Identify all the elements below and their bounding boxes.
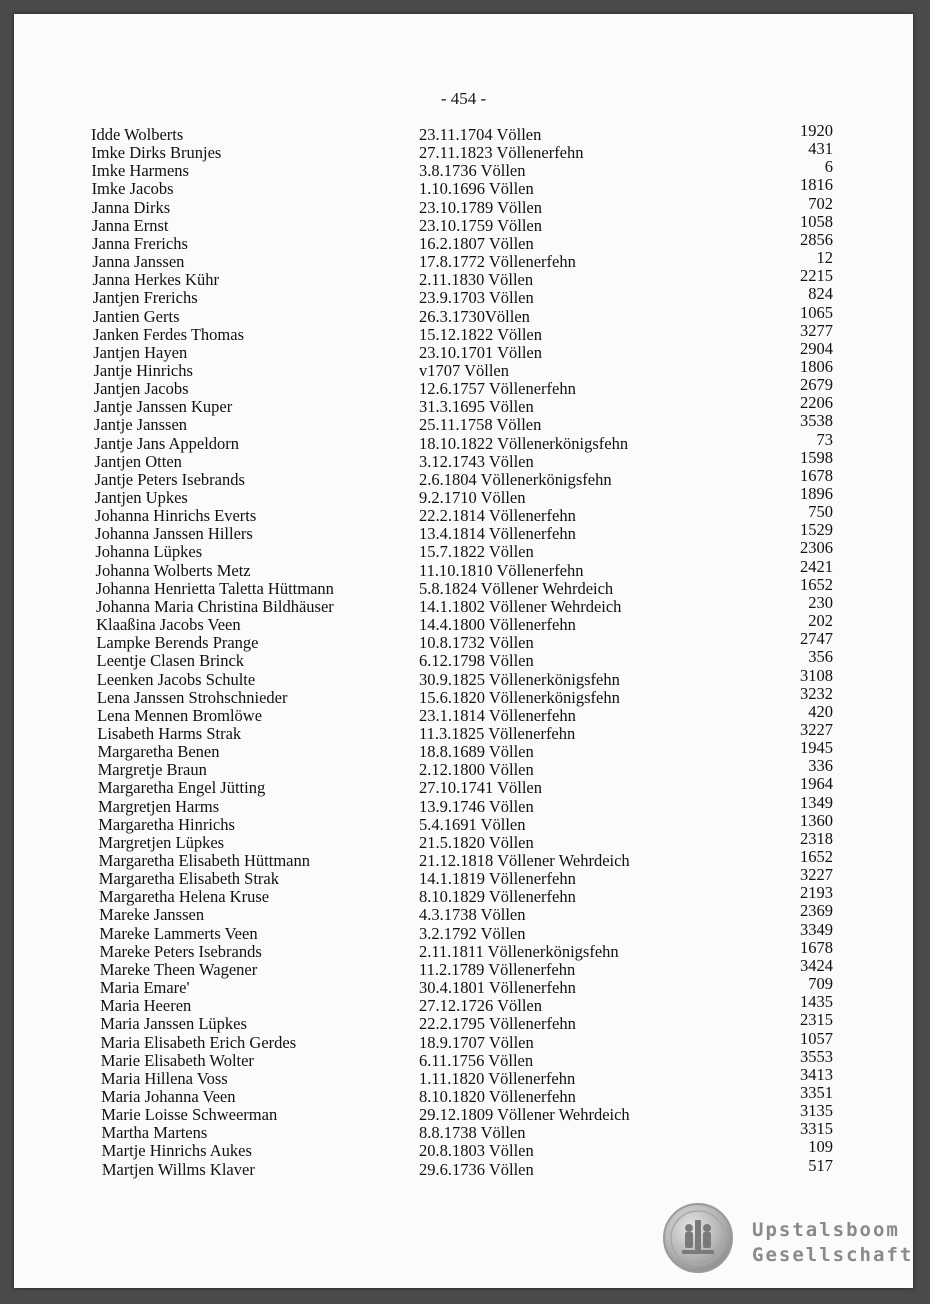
entry-name: Janna Dirks [91, 197, 171, 217]
entry-number: 336 [808, 756, 833, 776]
entry-number: 3424 [800, 955, 833, 975]
entry-row [14, 647, 913, 671]
entry-name: Johanna Wolberts Metz [95, 560, 251, 580]
entry-name: Johanna Janssen Hillers [95, 524, 253, 544]
entry-row [14, 665, 913, 689]
entry-date-place: 30.9.1825 Völlenerkönigsfehn [419, 669, 620, 689]
entry-number: 3349 [800, 919, 833, 939]
entry-row [14, 1082, 913, 1106]
entry-name: Imke Dirks Brunjes [91, 143, 222, 163]
entry-number: 2306 [800, 538, 833, 558]
entry-date-place: 5.8.1824 Völlener Wehrdeich [419, 578, 614, 598]
entry-name: Margaretha Elisabeth Hüttmann [98, 851, 310, 870]
entry-name: Jantjen Hayen [93, 342, 188, 362]
entry-date-place: 12.6.1757 Völlenerfehn [419, 379, 576, 399]
entry-number: 431 [808, 139, 833, 159]
entry-date-place: 5.4.1691 Völlen [419, 814, 526, 834]
entry-name: Mareke Lammerts Veen [99, 923, 258, 943]
entry-row [14, 1028, 913, 1052]
entry-name: Lena Janssen Strohschnieder [96, 687, 288, 707]
entry-date-place: 11.3.1825 Völlenerfehn [419, 723, 576, 743]
entry-date-place: 13.4.1814 Völlenerfehn [419, 524, 576, 544]
entry-number: 2747 [800, 629, 833, 649]
entry-date-place: 23.10.1701 Völlen [419, 342, 542, 362]
entry-date-place: 1.11.1820 Völlenerfehn [419, 1068, 576, 1088]
entry-number: 2369 [800, 901, 833, 921]
entry-number: 1816 [800, 175, 833, 195]
entry-date-place: 8.10.1820 Völlenerfehn [419, 1086, 576, 1106]
entry-date-place: 29.6.1736 Völlen [419, 1159, 534, 1179]
entry-date-place: 3.8.1736 Völlen [419, 161, 526, 181]
entry-name: Margaretha Benen [97, 742, 220, 762]
entry-date-place: 14.4.1800 Völlenerfehn [419, 615, 576, 635]
entry-date-place: 2.6.1804 Völlenerkönigsfehn [419, 469, 612, 489]
entry-row [14, 574, 913, 598]
entry-number: 2193 [800, 883, 833, 903]
entry-date-place: 15.6.1820 Völlenerkönigsfehn [419, 687, 620, 707]
entry-name: Johanna Henrietta Taletta Hüttmann [95, 578, 334, 598]
entry-number: 3413 [800, 1064, 833, 1084]
entry-number: 1065 [800, 302, 833, 322]
entry-name: Margretjen Harms [98, 796, 220, 816]
entry-date-place: 17.8.1772 Völlenerfehn [419, 252, 576, 272]
entry-date-place: 23.10.1759 Völlen [419, 215, 542, 235]
entry-name: Jantjen Upkes [94, 488, 188, 507]
entry-row [14, 375, 913, 399]
entry-name: Idde Wolberts [91, 125, 184, 144]
entry-date-place: 2.11.1811 Völlenerkönigsfehn [419, 941, 619, 961]
entry-row [14, 248, 913, 272]
entry-date-place: 23.1.1814 Völlenerfehn [419, 705, 576, 725]
entry-name: Jantje Janssen [94, 415, 188, 435]
entry-name: Janna Herkes Kühr [92, 270, 219, 290]
entry-number: 2679 [800, 375, 833, 395]
entry-number: 3227 [800, 719, 833, 739]
entry-row [14, 883, 913, 907]
entry-row [14, 1137, 913, 1161]
entry-name: Mareke Theen Wagener [99, 959, 258, 979]
entry-row [14, 865, 913, 889]
entry-number: 1435 [800, 992, 833, 1012]
entry-date-place: 21.12.1818 Völlener Wehrdeich [419, 851, 630, 870]
entry-name: Johanna Maria Christina Bildhäuser [95, 596, 334, 616]
entry-row [14, 1155, 913, 1179]
entry-number: 824 [808, 284, 833, 304]
society-name-line1: Upstalsboom [752, 1219, 900, 1241]
entry-number: 109 [808, 1137, 833, 1157]
entry-row [14, 792, 913, 816]
entry-date-place: 23.11.1704 Völlen [419, 125, 542, 144]
entry-number: 73 [816, 429, 833, 449]
entry-number: 2318 [800, 828, 833, 848]
entry-name: Johanna Lüpkes [95, 542, 203, 562]
entry-date-place: 22.2.1814 Völlenerfehn [419, 506, 576, 526]
entry-number: 2904 [800, 338, 833, 358]
entry-name: Mareke Peters Isebrands [99, 941, 262, 961]
entry-number: 1920 [800, 121, 833, 140]
entry-name: Margaretha Hinrichs [98, 814, 235, 834]
entry-date-place: 3.2.1792 Völlen [419, 923, 526, 943]
entry-number: 1678 [800, 937, 833, 957]
entry-date-place: 11.2.1789 Völlenerfehn [419, 959, 576, 979]
entry-number: 12 [816, 248, 833, 268]
entry-name: Jantje Hinrichs [93, 360, 193, 380]
entry-row [14, 175, 913, 199]
entry-row [14, 955, 913, 979]
entry-name: Maria Elisabeth Erich Gerdes [100, 1032, 297, 1052]
entry-name: Mareke Janssen [99, 905, 205, 925]
entry-number: 1349 [800, 792, 833, 812]
entry-number: 356 [808, 647, 833, 667]
entry-name: Maria Emare' [99, 978, 190, 998]
entry-number: 230 [808, 592, 833, 612]
entry-row [14, 974, 913, 998]
entry-name: Jantien Gerts [92, 306, 180, 326]
entry-date-place: 27.12.1726 Völlen [419, 996, 542, 1016]
entry-row [14, 810, 913, 834]
entry-date-place: 4.3.1738 Völlen [419, 905, 526, 925]
entry-date-place: 15.7.1822 Völlen [419, 542, 534, 562]
entry-number: 1964 [800, 774, 833, 794]
entry-date-place: 18.10.1822 Völlenerkönigsfehn [419, 433, 629, 453]
entry-row [14, 229, 913, 253]
entry-date-place: 23.10.1789 Völlen [419, 197, 542, 217]
entry-row [14, 756, 913, 780]
entry-row [14, 1119, 913, 1143]
entry-date-place: 20.8.1803 Völlen [419, 1141, 534, 1161]
entry-row [14, 465, 913, 489]
entry-number: 2215 [800, 266, 833, 286]
entry-row [14, 719, 913, 743]
entry-name: Maria Heeren [100, 996, 192, 1016]
entry-number: 750 [808, 502, 833, 522]
entry-date-place: 6.11.1756 Völlen [419, 1050, 534, 1070]
entry-row [14, 828, 913, 852]
entry-name: Janna Janssen [92, 252, 185, 272]
entry-number: 702 [808, 193, 833, 213]
society-seal-icon [662, 1202, 734, 1274]
entry-row [14, 338, 913, 362]
entry-row [14, 302, 913, 326]
entry-row [14, 847, 913, 870]
entry-number: 1598 [800, 447, 833, 467]
entry-row [14, 901, 913, 925]
entry-date-place: 29.12.1809 Völlener Wehrdeich [419, 1105, 630, 1125]
entry-date-place: 31.3.1695 Völlen [419, 397, 534, 417]
entry-number: 3227 [800, 865, 833, 885]
entry-row [14, 121, 913, 144]
entry-name: Maria Johanna Veen [101, 1086, 236, 1106]
entry-name: Klaaßina Jacobs Veen [96, 615, 241, 635]
entry-row [14, 592, 913, 616]
entry-date-place: 21.5.1820 Völlen [419, 832, 534, 852]
entry-row [14, 193, 913, 217]
entry-row [14, 1010, 913, 1034]
entry-name: Imke Harmens [91, 161, 189, 181]
entry-date-place: 2.12.1800 Völlen [419, 760, 534, 780]
entry-row [14, 1101, 913, 1125]
entry-date-place: 14.1.1802 Völlener Wehrdeich [419, 596, 622, 616]
entry-row [14, 484, 913, 507]
entry-date-place: 8.10.1829 Völlenerfehn [419, 887, 576, 907]
entry-number: 3232 [800, 683, 833, 703]
entry-number: 2206 [800, 393, 833, 413]
entry-row [14, 611, 913, 635]
entry-number: 1806 [800, 356, 833, 376]
entry-name: Janna Frerichs [92, 233, 188, 253]
entry-row [14, 774, 913, 798]
entry-number: 709 [808, 974, 833, 994]
entry-name: Martha Martens [101, 1123, 208, 1143]
entry-name: Marie Elisabeth Wolter [100, 1050, 254, 1070]
entry-date-place: 25.11.1758 Völlen [419, 415, 542, 435]
entry-number: 202 [808, 611, 833, 631]
entry-row [14, 429, 913, 453]
entry-number: 3538 [800, 411, 833, 431]
entry-row [14, 701, 913, 725]
entry-row [14, 502, 913, 526]
entry-name: Jantjen Frerichs [92, 288, 198, 308]
entry-name: Martje Hinrichs Aukes [101, 1141, 252, 1161]
entry-number: 3553 [800, 1046, 833, 1066]
entry-name: Margretje Braun [97, 760, 207, 780]
entry-number: 2421 [800, 556, 833, 576]
entry-number: 1529 [800, 520, 833, 540]
entry-name: Jantjen Otten [94, 451, 182, 471]
entry-row [14, 1046, 913, 1070]
entry-date-place: 18.9.1707 Völlen [419, 1032, 534, 1052]
entry-number: 1945 [800, 738, 833, 758]
entry-row [14, 139, 913, 163]
entry-name: Johanna Hinrichs Everts [94, 506, 257, 526]
entry-name: Janken Ferdes Thomas [93, 324, 244, 344]
entry-number: 3315 [800, 1119, 833, 1139]
entry-row [14, 738, 913, 762]
entry-row [14, 393, 913, 417]
entry-row [14, 411, 913, 435]
entry-name: Martjen Willms Klaver [101, 1159, 255, 1179]
entry-number: 3135 [800, 1101, 833, 1121]
entry-name: Margaretha Elisabeth Strak [98, 869, 280, 889]
entry-number: 420 [808, 701, 833, 721]
entry-date-place: 10.8.1732 Völlen [419, 633, 534, 653]
entry-name: Leentje Clasen Brinck [96, 651, 245, 671]
entry-name: Jantje Peters Isebrands [94, 469, 245, 489]
entry-date-place: 13.9.1746 Völlen [419, 796, 534, 816]
entry-number: 3277 [800, 320, 833, 340]
entry-date-place: 22.2.1795 Völlenerfehn [419, 1014, 576, 1034]
entry-number: 3108 [800, 665, 833, 685]
entry-date-place: 15.12.1822 Völlen [419, 324, 542, 344]
entry-name: Marie Loisse Schweerman [101, 1105, 278, 1125]
entry-number: 1652 [800, 847, 833, 866]
society-watermark [752, 1218, 912, 1268]
entry-name: Margaretha Helena Kruse [98, 887, 270, 907]
society-name-line2: Gesellschaft [752, 1244, 914, 1266]
entry-row [14, 520, 913, 544]
entry-date-place: 26.3.1730Völlen [419, 306, 530, 326]
entry-date-place: 14.1.1819 Völlenerfehn [419, 869, 576, 889]
entry-date-place: 1.10.1696 Völlen [419, 179, 534, 199]
entry-name: Lisabeth Harms Strak [97, 723, 242, 743]
entry-row [14, 157, 913, 181]
entry-name: Leenken Jacobs Schulte [96, 669, 256, 689]
entry-number: 1058 [800, 211, 833, 231]
entry-date-place: 27.10.1741 Völlen [419, 778, 542, 798]
entry-date-place: 27.11.1823 Völlenerfehn [419, 143, 584, 163]
entry-number: 1652 [800, 574, 833, 594]
entry-name: Jantjen Jacobs [93, 379, 189, 399]
entry-name: Margaretha Engel Jütting [97, 778, 266, 798]
entry-row [14, 1064, 913, 1088]
entry-name: Margretjen Lüpkes [98, 832, 225, 852]
entry-date-place: 2.11.1830 Völlen [419, 270, 534, 290]
entry-date-place: 18.8.1689 Völlen [419, 742, 534, 762]
entry-number: 2856 [800, 229, 833, 249]
entry-row [14, 447, 913, 471]
entry-date-place: 3.12.1743 Völlen [419, 451, 534, 471]
entry-name: Jantje Jans Appeldorn [94, 433, 240, 453]
entry-number: 1360 [800, 810, 833, 830]
entry-date-place: 9.2.1710 Völlen [419, 488, 526, 507]
entry-date-place: 16.2.1807 Völlen [419, 233, 534, 253]
entry-date-place: 23.9.1703 Völlen [419, 288, 534, 308]
entry-number: 6 [824, 157, 833, 177]
entry-name: Maria Hillena Voss [100, 1068, 228, 1088]
entry-number: 517 [808, 1155, 833, 1175]
entry-number: 3351 [800, 1082, 833, 1102]
entry-date-place: 6.12.1798 Völlen [419, 651, 534, 671]
entry-name: Lena Mennen Bromlöwe [97, 705, 263, 725]
entry-name: Maria Janssen Lüpkes [100, 1014, 247, 1034]
entry-name: Imke Jacobs [91, 179, 174, 199]
entry-row [14, 683, 913, 707]
entry-number: 1057 [800, 1028, 833, 1048]
entry-date-place: 11.10.1810 Völlenerfehn [419, 560, 584, 580]
entry-row [14, 266, 913, 290]
entry-row [14, 284, 913, 308]
entry-number: 1678 [800, 465, 833, 485]
entry-row [14, 629, 913, 653]
page-number: - 454 - [440, 89, 487, 108]
entry-date-place: v1707 Völlen [419, 360, 509, 380]
entry-name: Jantje Janssen Kuper [93, 397, 233, 417]
document-page [14, 14, 913, 1288]
entry-date-place: 30.4.1801 Völlenerfehn [419, 978, 576, 998]
entry-row [14, 356, 913, 380]
entry-date-place: 8.8.1738 Völlen [419, 1123, 526, 1143]
entry-row [14, 937, 913, 961]
entry-row [14, 211, 913, 235]
entry-row [14, 556, 913, 580]
entry-number: 1896 [800, 484, 833, 503]
entry-row [14, 320, 913, 344]
entry-row [14, 538, 913, 562]
entry-name: Lampke Berends Prange [96, 633, 259, 653]
entry-row [14, 919, 913, 943]
entry-name: Janna Ernst [91, 215, 169, 235]
entry-row [14, 992, 913, 1016]
entry-number: 2315 [800, 1010, 833, 1030]
